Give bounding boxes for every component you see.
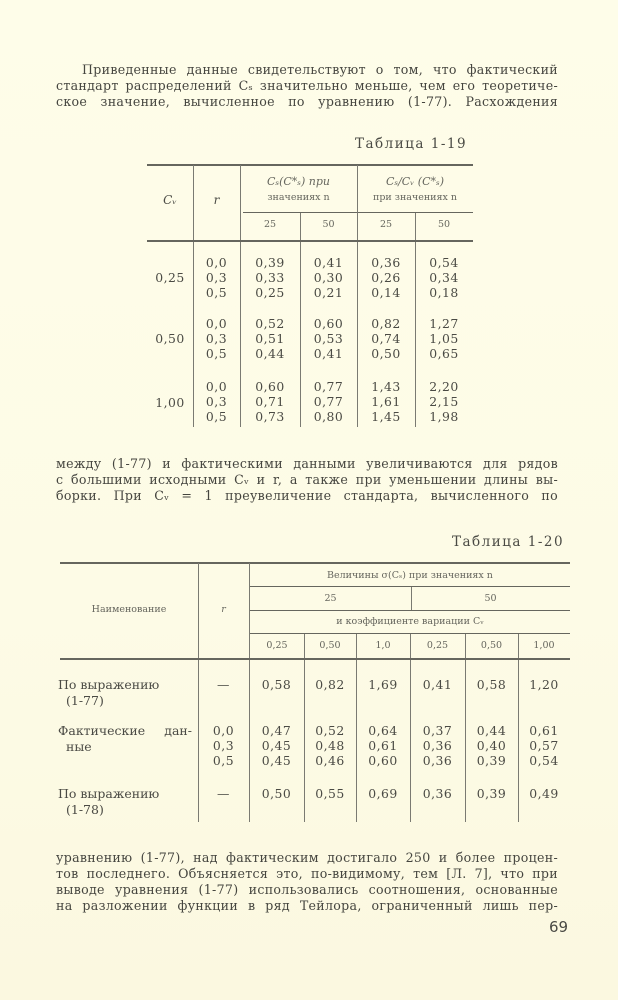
table-cell: 0,41 — [422, 677, 453, 692]
text-line: стандарт распределений Cₛ значительно меньше, чем его теоретиче- — [56, 78, 558, 93]
text-line: с большими исходными Cᵥ и r, а также при уменьшении длины вы- — [56, 472, 558, 487]
header-n-50: 50 — [484, 593, 497, 604]
text-line: ское значение, вычисленное по уравнению (1-77). Расхождения — [56, 94, 558, 109]
header-n-50: 50 — [322, 219, 335, 230]
paragraph-middle — [56, 456, 558, 504]
table-col: 0,52 0,48 0,46 — [315, 723, 345, 768]
page-number: 69 — [549, 918, 569, 936]
table-cell: 0,49 — [529, 786, 559, 801]
header-n-25: 25 — [263, 219, 277, 230]
table-col: 0,64 0,61 0,60 — [368, 723, 398, 768]
table-col-ratio-50: 1,27 1,05 0,65 — [429, 316, 459, 361]
table-cell: 1,69 — [368, 677, 398, 692]
header-cv-value: 0,25 — [266, 640, 288, 651]
table-col-cs-25: 0,52 0,51 0,44 — [255, 316, 285, 361]
table-cell: 0,50 — [261, 786, 292, 801]
paragraph-top — [56, 62, 558, 110]
table-cell: 0,39 — [476, 786, 507, 801]
table-row: 0,0 0,3 0,5 — [205, 255, 228, 300]
header-n-25: 25 — [379, 219, 393, 230]
text-line: Приведенные данные свидетельствуют о том, что фактический — [82, 62, 558, 77]
table-col-cs-25: 0,39 0,33 0,25 — [255, 255, 285, 300]
header-cv-value: 1,00 — [533, 640, 555, 651]
row-name: По выражению (1-77) — [58, 677, 160, 708]
text-line: между (1-77) и фактическими данными увеличиваются для рядов — [56, 456, 558, 471]
header-sigma: Величины σ(Cₛ) при значениях n — [327, 570, 493, 581]
header-r: r — [213, 193, 220, 207]
text-line: тов последнего. Объясняется это, по-видимому, тем [Л. 7], что при — [56, 866, 558, 881]
table-col-cs-50: 0,41 0,30 0,21 — [313, 255, 344, 300]
table-row: 0,0 0,3 0,5 — [205, 316, 228, 361]
table-1-19-caption: Таблица 1-19 — [355, 136, 468, 152]
table-col-ratio-50: 0,54 0,34 0,18 — [429, 255, 459, 300]
header-cv-value: 1,0 — [375, 640, 391, 651]
header-ratio-title: Cₛ/Cᵥ (C*ₛ) — [385, 175, 445, 188]
table-col-ratio-25: 0,82 0,74 0,50 — [371, 316, 401, 361]
text-line: уравнению (1-77), над фактическим достигало 250 и более процен- — [56, 850, 558, 865]
table-col: 0,47 0,45 0,45 — [261, 723, 292, 768]
header-name: Наименование — [91, 604, 167, 615]
text-line: борки. При Cᵥ = 1 преувеличение стандарта, вычисленного по — [56, 488, 558, 503]
header-ratio-subtitle: при значениях n — [373, 192, 457, 203]
text-line: выводе уравнения (1-77) использовались соотношения, основанные — [56, 882, 558, 897]
table-cell: 1,20 — [529, 677, 559, 692]
table-cell: 0,55 — [315, 786, 345, 801]
cv-value: 0,25 — [155, 270, 185, 285]
table-cell: 0,69 — [368, 786, 398, 801]
header-n-25: 25 — [324, 593, 337, 604]
table-cell: 0,58 — [261, 677, 292, 692]
paragraph-bottom — [56, 850, 558, 914]
table-col-ratio-25: 1,43 1,61 1,45 — [371, 379, 401, 424]
header-cv-title: и коэффициенте вариации Cᵥ — [336, 616, 484, 627]
header-cv-value: 0,50 — [319, 640, 341, 651]
table-col: 0,37 0,36 0,36 — [422, 723, 453, 768]
table-col-cs-25: 0,60 0,71 0,73 — [255, 379, 285, 424]
row-r: — — [217, 677, 230, 692]
table-col-cs-50: 0,60 0,53 0,41 — [313, 316, 344, 361]
row-r: — — [217, 786, 230, 801]
table-cell: 0,82 — [315, 677, 345, 692]
table-col-ratio-25: 0,36 0,26 0,14 — [371, 255, 401, 300]
row-name: По выражению (1-78) — [58, 786, 160, 817]
table-col: 0,44 0,40 0,39 — [476, 723, 507, 768]
table-row: 0,0 0,3 0,5 — [205, 379, 228, 424]
table-col-cs-50: 0,77 0,77 0,80 — [313, 379, 344, 424]
header-r: r — [221, 604, 226, 615]
header-cv-value: 0,25 — [426, 640, 449, 651]
table-cell: 0,58 — [476, 677, 507, 692]
text-line: на разложении функции в ряд Тейлора, ограниченный лишь пер- — [56, 898, 558, 913]
row-r: 0,0 0,3 0,5 — [212, 723, 235, 768]
cv-value: 1,00 — [155, 395, 185, 410]
table-col: 0,61 0,57 0,54 — [529, 723, 559, 768]
cv-value: 0,50 — [155, 331, 185, 346]
header-cs-subtitle: значениях n — [267, 192, 330, 203]
table-1-20-caption: Таблица 1-20 — [452, 534, 565, 550]
header-cv-value: 0,50 — [480, 640, 503, 651]
header-n-50: 50 — [437, 219, 451, 230]
header-cs-title: Cₛ(C*ₛ) при — [266, 175, 331, 188]
table-cell: 0,36 — [422, 786, 453, 801]
row-name: Фактические дан- ные — [58, 723, 192, 754]
header-cv: Cᵥ — [163, 193, 177, 207]
table-col-ratio-50: 2,20 2,15 1,98 — [429, 379, 459, 424]
